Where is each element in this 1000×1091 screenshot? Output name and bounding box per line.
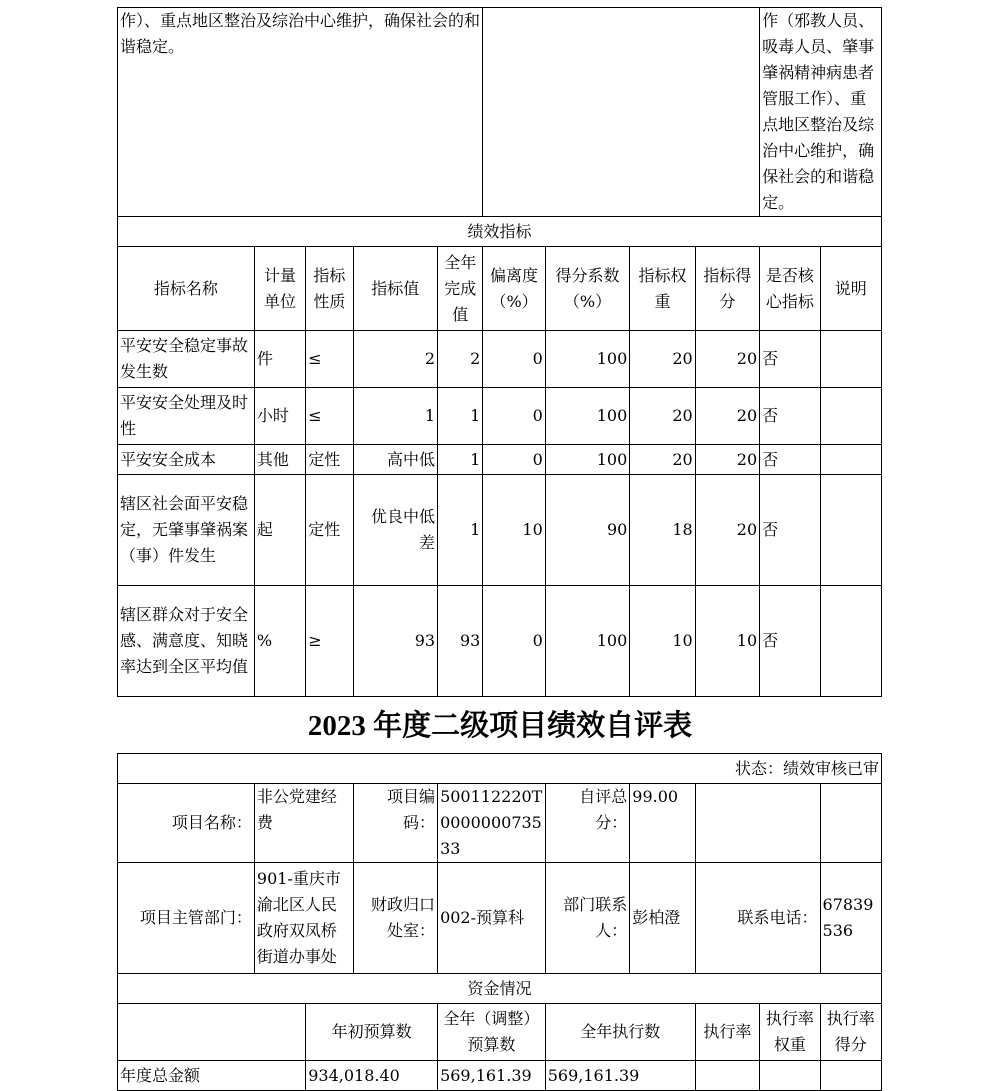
funds-header-row	[118, 1004, 882, 1061]
indicator-actual: 93	[438, 586, 483, 697]
finance-label: 财政归口处室：	[353, 863, 438, 974]
header-cell: 计量单位	[254, 247, 305, 331]
funds-header-cell	[118, 1004, 306, 1061]
indicator-score: 20	[695, 475, 759, 586]
funds-rate-score	[820, 1061, 881, 1091]
indicator-value: 93	[353, 586, 438, 697]
self-score-label: 自评总分：	[545, 784, 630, 863]
project-code-value: 500112220T000000073533	[438, 784, 546, 863]
header-cell: 指标性质	[306, 247, 353, 331]
indicator-core: 否	[760, 388, 820, 445]
indicator-weight: 20	[630, 331, 695, 388]
table-row	[118, 388, 882, 445]
indicator-score: 20	[695, 388, 759, 445]
phone-label: 联系电话：	[695, 863, 820, 974]
indicator-value: 2	[353, 331, 438, 388]
content-right-cell: 作（邪教人员、吸毒人员、肇事肇祸精神病患者管服工作）、重点地区整治及综治中心维护，确保社会的和谐稳定。	[760, 8, 882, 217]
indicator-core: 否	[760, 331, 820, 388]
funds-header-cell: 执行率	[695, 1004, 759, 1061]
dept-value: 901-重庆市渝北区人民政府双凤桥街道办事处	[254, 863, 353, 974]
project-name-label: 项目名称：	[118, 784, 255, 863]
funds-title: 资金情况	[118, 974, 882, 1004]
indicator-core: 否	[760, 586, 820, 697]
indicator-deviation: 0	[483, 445, 545, 475]
header-cell: 全年完成值	[438, 247, 483, 331]
header-cell: 偏离度（%）	[483, 247, 545, 331]
contact-value: 彭柏澄	[630, 863, 695, 974]
indicator-note	[820, 331, 881, 388]
empty-cell	[820, 784, 881, 863]
indicator-name: 平安安全成本	[118, 445, 255, 475]
header-cell: 得分系数（%）	[545, 247, 630, 331]
funds-header-cell: 全年（调整）预算数	[438, 1004, 546, 1061]
section-title: 绩效指标	[118, 217, 882, 247]
project-code-label: 项目编码：	[353, 784, 438, 863]
indicator-coef: 90	[545, 475, 630, 586]
indicator-actual: 1	[438, 388, 483, 445]
funds-adjusted: 569,161.39	[438, 1061, 546, 1091]
project-info-row	[118, 784, 882, 863]
funds-header-cell: 年初预算数	[306, 1004, 438, 1061]
indicator-actual: 2	[438, 331, 483, 388]
indicator-weight: 20	[630, 388, 695, 445]
funds-header-cell: 执行率权重	[760, 1004, 820, 1061]
indicator-score: 20	[695, 331, 759, 388]
funds-executed: 569,161.39	[545, 1061, 695, 1091]
status-text: 状态：绩效审核已审	[118, 754, 882, 784]
indicator-weight: 18	[630, 475, 695, 586]
indicator-table	[117, 7, 882, 697]
indicator-coef: 100	[545, 331, 630, 388]
content-left-cell: 作）、重点地区整治及综治中心维护，确保社会的和谐稳定。	[118, 8, 483, 217]
indicator-coef: 100	[545, 445, 630, 475]
indicator-nature: ≤	[306, 388, 353, 445]
funds-header-cell: 执行率得分	[820, 1004, 881, 1061]
funds-initial: 934,018.40	[306, 1061, 438, 1091]
indicator-deviation: 10	[483, 475, 545, 586]
indicator-score: 20	[695, 445, 759, 475]
report-title: 2023 年度二级项目绩效自评表	[307, 710, 693, 742]
table-row	[118, 475, 882, 586]
indicator-unit: 起	[254, 475, 305, 586]
dept-label: 项目主管部门：	[118, 863, 255, 974]
indicator-score: 10	[695, 586, 759, 697]
indicator-note	[820, 445, 881, 475]
indicator-note	[820, 388, 881, 445]
indicator-value: 高中低	[353, 445, 438, 475]
indicator-coef: 100	[545, 388, 630, 445]
header-cell: 指标名称	[118, 247, 255, 331]
funds-row-label: 年度总金额	[118, 1061, 306, 1091]
indicator-deviation: 0	[483, 586, 545, 697]
header-cell: 是否核心指标	[760, 247, 820, 331]
table-row	[118, 331, 882, 388]
indicator-name: 平安安全稳定事故发生数	[118, 331, 255, 388]
project-table	[117, 753, 882, 1091]
contact-label: 部门联系人：	[545, 863, 630, 974]
indicator-nature: ≥	[306, 586, 353, 697]
indicator-unit: 件	[254, 331, 305, 388]
empty-cell	[695, 784, 820, 863]
indicator-nature: 定性	[306, 445, 353, 475]
header-cell: 指标权重	[630, 247, 695, 331]
indicator-weight: 10	[630, 586, 695, 697]
table-row	[118, 445, 882, 475]
funds-rate	[695, 1061, 759, 1091]
funds-header-cell: 全年执行数	[545, 1004, 695, 1061]
indicator-nature: 定性	[306, 475, 353, 586]
indicator-value: 优良中低差	[353, 475, 438, 586]
indicator-deviation: 0	[483, 331, 545, 388]
indicator-unit: 其他	[254, 445, 305, 475]
content-row	[118, 8, 882, 217]
project-name-value: 非公党建经费	[254, 784, 353, 863]
indicator-unit: %	[254, 586, 305, 697]
indicator-deviation: 0	[483, 388, 545, 445]
indicator-value: 1	[353, 388, 438, 445]
header-cell: 指标得分	[695, 247, 759, 331]
indicator-weight: 20	[630, 445, 695, 475]
content-middle-cell	[483, 8, 760, 217]
indicator-name: 辖区社会面平安稳定，无肇事肇祸案（事）件发生	[118, 475, 255, 586]
department-row	[118, 863, 882, 974]
indicator-core: 否	[760, 475, 820, 586]
self-score-value: 99.00	[630, 784, 695, 863]
table-row	[118, 586, 882, 697]
phone-value: 67839536	[820, 863, 881, 974]
header-cell: 指标值	[353, 247, 438, 331]
indicator-note	[820, 586, 881, 697]
finance-value: 002-预算科	[438, 863, 546, 974]
indicator-coef: 100	[545, 586, 630, 697]
header-row	[118, 247, 882, 331]
indicator-name: 辖区群众对于安全感、满意度、知晓率达到全区平均值	[118, 586, 255, 697]
indicator-actual: 1	[438, 475, 483, 586]
indicator-core: 否	[760, 445, 820, 475]
indicator-nature: ≤	[306, 331, 353, 388]
indicator-actual: 1	[438, 445, 483, 475]
indicator-unit: 小时	[254, 388, 305, 445]
indicator-note	[820, 475, 881, 586]
funds-row	[118, 1061, 882, 1091]
funds-rate-weight	[760, 1061, 820, 1091]
indicator-name: 平安安全处理及时性	[118, 388, 255, 445]
header-cell: 说明	[820, 247, 881, 331]
